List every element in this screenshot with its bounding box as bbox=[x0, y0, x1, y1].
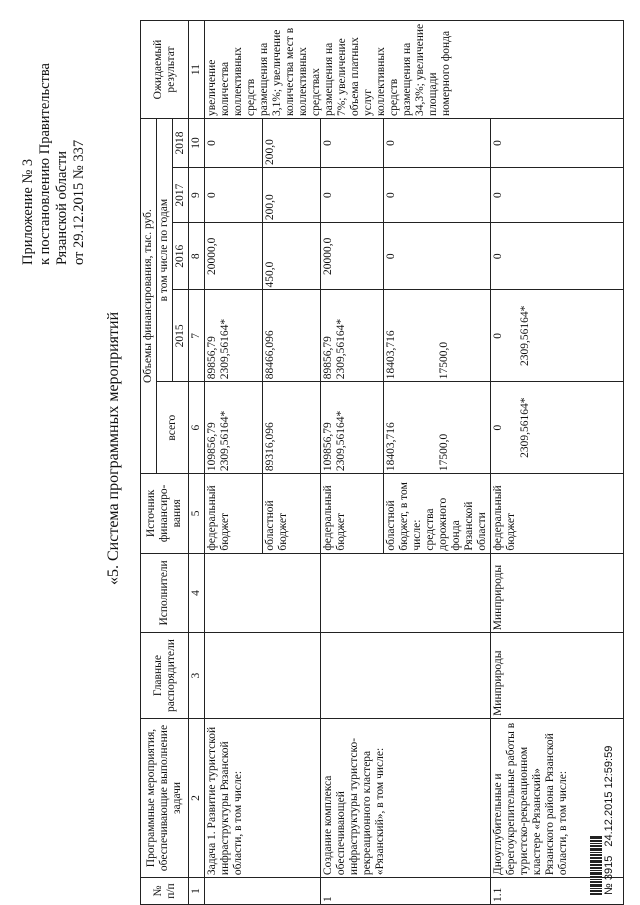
row-num: 1.1 bbox=[491, 878, 624, 905]
stamp-doc-number: № 3915 bbox=[603, 855, 615, 895]
column-number: 5 bbox=[189, 474, 205, 554]
total-value: 2309,56164* bbox=[335, 410, 347, 472]
year-value: 2309,56164* bbox=[519, 305, 531, 367]
year-2015-cell bbox=[321, 290, 384, 382]
header-by-year: в том числе по годам bbox=[157, 119, 173, 382]
row-num bbox=[205, 878, 321, 905]
row-num: 1 bbox=[321, 878, 491, 905]
year-value: 89856,79 bbox=[206, 336, 218, 380]
header-year-2017: 2017 bbox=[173, 168, 189, 223]
year-value: 18403,716 bbox=[385, 330, 397, 380]
empty-cell bbox=[321, 633, 491, 719]
total-cell bbox=[321, 382, 384, 474]
source-cell: федеральный бюджет bbox=[491, 474, 624, 554]
total-value: 18403,716 bbox=[385, 422, 397, 472]
source-cell: федеральный бюджет bbox=[321, 474, 384, 554]
executor-cell: Минприроды bbox=[491, 553, 624, 633]
year-2016-cell: 20000,0 bbox=[205, 223, 263, 290]
empty-cell bbox=[321, 553, 491, 633]
header-num: № п/п bbox=[141, 878, 189, 905]
empty-cell bbox=[205, 633, 321, 719]
header-year-2018: 2018 bbox=[173, 119, 189, 168]
year-2015-cell: 88466,096 bbox=[263, 290, 321, 382]
column-number: 4 bbox=[189, 553, 205, 633]
year-value: 17500,0 bbox=[438, 341, 450, 380]
measure-name: Создание комплекса обеспечивающей инфраструктуры туристско-рекреационного кластера «Рязанский», в том числе: bbox=[321, 718, 491, 877]
barcode-icon bbox=[590, 830, 602, 895]
year-2016-cell: 0 bbox=[384, 223, 491, 290]
program-measures-table bbox=[140, 20, 624, 905]
appendix-number: Приложение № 3 bbox=[20, 158, 36, 265]
header-result: Ожидаемый результат bbox=[141, 21, 189, 119]
header-total: всего bbox=[157, 382, 189, 474]
total-value: 109856,79 bbox=[322, 422, 334, 472]
year-2017-cell: 0 bbox=[491, 168, 624, 223]
column-numbers-row bbox=[189, 21, 205, 905]
expected-result: увеличение количества коллективных средств размещения на 3,1%; увеличение количества мест в коллективных средствах размещения на 7%; увеличение объема платных услуг коллективных средств размещения на 34,3%; увеличение площади номерного фонда bbox=[205, 21, 624, 119]
source-cell: областной бюджет, в том числе: средства дорожного фонда Рязанской области bbox=[384, 474, 491, 554]
registration-stamp bbox=[603, 740, 615, 895]
year-value: 2309,56164* bbox=[335, 318, 347, 380]
year-value: 89856,79 bbox=[322, 336, 334, 380]
total-value: 2309,56164* bbox=[519, 397, 531, 458]
appendix-header bbox=[20, 25, 88, 265]
table-row-task-1-federal bbox=[205, 21, 263, 905]
source-cell: областной бюджет bbox=[263, 474, 321, 554]
manager-cell: Минприроды bbox=[491, 633, 624, 719]
year-2018-cell: 0 bbox=[205, 119, 263, 168]
column-number: 1 bbox=[189, 878, 205, 905]
total-cell bbox=[384, 382, 491, 474]
column-number: 6 bbox=[189, 382, 205, 474]
year-2015-cell bbox=[384, 290, 491, 382]
measure-name: Задача 1. Развитие туристской инфраструктуры Рязанской области, в том числе: bbox=[205, 718, 321, 877]
column-number: 9 bbox=[189, 168, 205, 223]
column-number: 8 bbox=[189, 223, 205, 290]
total-value: 17500,0 bbox=[438, 433, 450, 472]
year-2018-cell: 200,0 bbox=[263, 119, 321, 168]
total-value: 0 bbox=[492, 424, 504, 431]
total-value: 2309,56164* bbox=[219, 410, 231, 472]
column-number: 10 bbox=[189, 119, 205, 168]
year-2017-cell: 0 bbox=[205, 168, 263, 223]
section-title: «5. Система программных мероприятий bbox=[105, 311, 122, 585]
total-value: 109856,79 bbox=[206, 422, 218, 472]
column-number: 11 bbox=[189, 21, 205, 119]
stamp-datetime: 24.12.2015 12:59:59 bbox=[603, 745, 615, 847]
column-number: 3 bbox=[189, 633, 205, 719]
year-2018-cell: 0 bbox=[491, 119, 624, 168]
year-2018-cell: 0 bbox=[321, 119, 384, 168]
decree-line-1: к постановлению Правительства bbox=[37, 63, 53, 265]
year-2017-cell: 0 bbox=[384, 168, 491, 223]
header-volume: Объемы финансирования, тыс. руб. bbox=[141, 119, 157, 474]
empty-cell bbox=[205, 553, 321, 633]
total-cell bbox=[205, 382, 263, 474]
year-value: 2309,56164* bbox=[219, 318, 231, 380]
year-2016-cell: 20000,0 bbox=[321, 223, 384, 290]
table-row-cluster-federal bbox=[321, 21, 384, 905]
year-2015-cell bbox=[205, 290, 263, 382]
total-cell bbox=[491, 382, 624, 474]
year-2017-cell: 0 bbox=[321, 168, 384, 223]
header-executors: Исполнители bbox=[141, 553, 189, 633]
source-cell: федеральный бюджет bbox=[205, 474, 263, 554]
year-2017-cell: 200,0 bbox=[263, 168, 321, 223]
decree-line-2: Рязанской области bbox=[54, 151, 70, 265]
year-value: 0 bbox=[492, 332, 504, 339]
header-year-2015: 2015 bbox=[173, 290, 189, 382]
total-cell: 89316,096 bbox=[263, 382, 321, 474]
decree-line-3: от 29.12.2015 № 337 bbox=[71, 139, 87, 265]
header-main-managers: Главные распорядители bbox=[141, 633, 189, 719]
header-year-2016: 2016 bbox=[173, 223, 189, 290]
year-2018-cell: 0 bbox=[384, 119, 491, 168]
year-2016-cell: 0 bbox=[491, 223, 624, 290]
year-2016-cell: 450,0 bbox=[263, 223, 321, 290]
measure-name: Дноуглубительные и берегоукрепительные работы в туристско-рекреационном кластере «Рязанский» Рязанского района Рязанской области, в том числе: bbox=[491, 718, 624, 877]
column-number: 7 bbox=[189, 290, 205, 382]
header-source: Источник финансиро-вания bbox=[141, 474, 189, 554]
year-2015-cell bbox=[491, 290, 624, 382]
column-number: 2 bbox=[189, 718, 205, 877]
header-measures: Программные мероприятия, обеспечивающие выполнение задачи bbox=[141, 718, 189, 877]
